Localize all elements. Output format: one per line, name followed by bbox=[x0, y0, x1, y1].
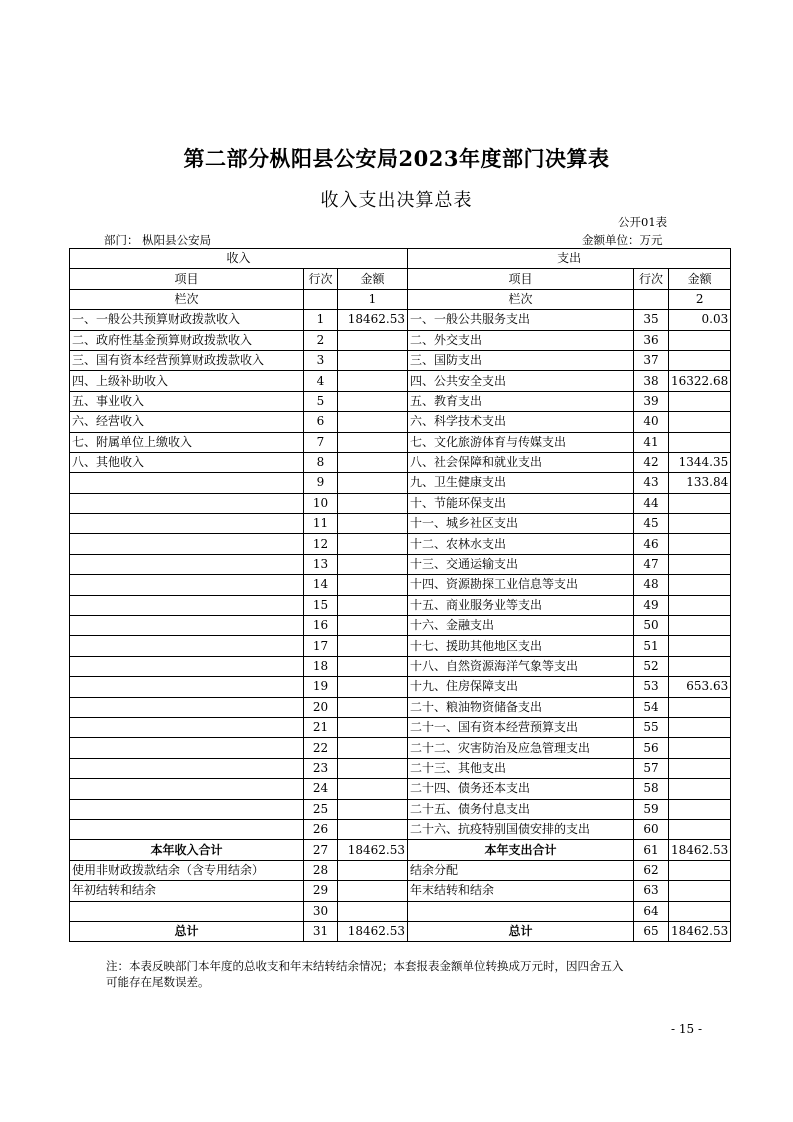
expense-line-cell: 48 bbox=[634, 575, 669, 595]
expense-line-cell: 45 bbox=[634, 514, 669, 534]
income-line-cell: 2 bbox=[304, 330, 338, 350]
table-row bbox=[70, 350, 731, 370]
income-amount-cell bbox=[338, 432, 408, 452]
income-item-cell: 五、事业收入 bbox=[70, 391, 304, 411]
income-item-header: 项目 bbox=[70, 269, 304, 289]
expense-amount-cell bbox=[669, 697, 731, 717]
expense-item-cell: 十一、城乡社区支出 bbox=[408, 514, 634, 534]
income-line-cell: 29 bbox=[304, 881, 338, 901]
income-item-cell bbox=[70, 514, 304, 534]
income-line-cell: 20 bbox=[304, 697, 338, 717]
expense-line-cell: 51 bbox=[634, 636, 669, 656]
expense-amount-cell bbox=[669, 616, 731, 636]
form-code: 公开01表 bbox=[618, 215, 668, 229]
expense-column-number: 2 bbox=[669, 289, 731, 309]
income-line-cell: 24 bbox=[304, 779, 338, 799]
expense-item-cell: 五、教育支出 bbox=[408, 391, 634, 411]
expense-item-header: 项目 bbox=[408, 269, 634, 289]
table-row bbox=[70, 860, 731, 880]
income-amount-cell bbox=[338, 819, 408, 839]
income-item-cell bbox=[70, 819, 304, 839]
income-amount-cell bbox=[338, 697, 408, 717]
expense-line-cell: 42 bbox=[634, 452, 669, 472]
expense-line-index bbox=[634, 289, 669, 309]
amount-unit-label: 金额单位：万元 bbox=[582, 233, 663, 247]
expense-amount-cell: 1344.35 bbox=[669, 452, 731, 472]
section-header-row bbox=[70, 249, 731, 269]
income-item-cell bbox=[70, 901, 304, 921]
table-row bbox=[70, 452, 731, 472]
expense-line-cell: 61 bbox=[634, 840, 669, 860]
income-line-cell: 11 bbox=[304, 514, 338, 534]
footnote-line-1: 注：本表反映部门本年度的总收支和年末结转结余情况；本套报表金额单位转换成万元时，因四舍五入 bbox=[106, 959, 624, 973]
department-label: 部门： 枞阳县公安局 bbox=[104, 233, 212, 247]
income-amount-cell bbox=[338, 330, 408, 350]
expense-amount-cell bbox=[669, 717, 731, 737]
table-total-row bbox=[70, 921, 731, 941]
expense-line-cell: 40 bbox=[634, 412, 669, 432]
income-line-cell: 25 bbox=[304, 799, 338, 819]
income-line-cell: 15 bbox=[304, 595, 338, 615]
expense-item-cell: 十、节能环保支出 bbox=[408, 493, 634, 513]
expense-line-cell: 59 bbox=[634, 799, 669, 819]
income-amount-cell bbox=[338, 799, 408, 819]
income-amount-cell bbox=[338, 758, 408, 778]
expense-line-cell: 60 bbox=[634, 819, 669, 839]
expense-line-cell: 35 bbox=[634, 310, 669, 330]
expense-item-cell: 总计 bbox=[408, 921, 634, 941]
expense-item-cell: 结余分配 bbox=[408, 860, 634, 880]
expense-item-cell: 二十四、债务还本支出 bbox=[408, 779, 634, 799]
income-item-cell: 七、附属单位上缴收入 bbox=[70, 432, 304, 452]
income-section-header: 收入 bbox=[70, 249, 408, 269]
expense-amount-cell bbox=[669, 432, 731, 452]
expense-line-cell: 64 bbox=[634, 901, 669, 921]
income-item-cell bbox=[70, 473, 304, 493]
income-item-cell bbox=[70, 493, 304, 513]
income-line-cell: 30 bbox=[304, 901, 338, 921]
income-line-cell: 14 bbox=[304, 575, 338, 595]
expense-column-label: 栏次 bbox=[408, 289, 634, 309]
income-line-cell: 19 bbox=[304, 677, 338, 697]
expense-line-cell: 63 bbox=[634, 881, 669, 901]
income-amount-cell bbox=[338, 595, 408, 615]
table-row bbox=[70, 575, 731, 595]
footnote-line-2: 可能存在尾数误差。 bbox=[106, 975, 210, 989]
table-row bbox=[70, 881, 731, 901]
income-item-cell: 八、其他收入 bbox=[70, 452, 304, 472]
expense-amount-cell: 16322.68 bbox=[669, 371, 731, 391]
expense-item-cell: 十九、住房保障支出 bbox=[408, 677, 634, 697]
expense-item-cell: 二十六、抗疫特别国债安排的支出 bbox=[408, 819, 634, 839]
expense-item-cell: 十四、资源勘探工业信息等支出 bbox=[408, 575, 634, 595]
expense-amount-cell bbox=[669, 738, 731, 758]
income-amount-cell bbox=[338, 493, 408, 513]
income-amount-cell bbox=[338, 738, 408, 758]
table-row bbox=[70, 391, 731, 411]
expense-item-cell: 十六、金融支出 bbox=[408, 616, 634, 636]
expense-item-cell: 十三、交通运输支出 bbox=[408, 554, 634, 574]
expense-item-cell: 十五、商业服务业等支出 bbox=[408, 595, 634, 615]
table-row bbox=[70, 697, 731, 717]
income-amount-cell: 18462.53 bbox=[338, 921, 408, 941]
expense-amount-cell bbox=[669, 412, 731, 432]
expense-amount-cell bbox=[669, 799, 731, 819]
income-item-cell bbox=[70, 656, 304, 676]
expense-amount-cell: 133.84 bbox=[669, 473, 731, 493]
income-line-cell: 16 bbox=[304, 616, 338, 636]
table-row bbox=[70, 514, 731, 534]
income-amount-cell bbox=[338, 881, 408, 901]
expense-item-cell: 二十五、债务付息支出 bbox=[408, 799, 634, 819]
expense-amount-header: 金额 bbox=[669, 269, 731, 289]
table-row bbox=[70, 779, 731, 799]
income-item-cell: 年初结转和结余 bbox=[70, 881, 304, 901]
expense-line-cell: 65 bbox=[634, 921, 669, 941]
income-line-cell: 21 bbox=[304, 717, 338, 737]
income-item-cell: 六、经营收入 bbox=[70, 412, 304, 432]
expense-line-cell: 56 bbox=[634, 738, 669, 758]
expense-item-cell: 三、国防支出 bbox=[408, 350, 634, 370]
income-line-index bbox=[304, 289, 338, 309]
income-line-cell: 12 bbox=[304, 534, 338, 554]
income-line-cell: 5 bbox=[304, 391, 338, 411]
table-row bbox=[70, 534, 731, 554]
expense-amount-cell bbox=[669, 779, 731, 799]
table-row bbox=[70, 616, 731, 636]
expense-amount-cell bbox=[669, 350, 731, 370]
income-item-cell bbox=[70, 636, 304, 656]
table-row bbox=[70, 473, 731, 493]
expense-amount-cell bbox=[669, 391, 731, 411]
expense-item-cell: 八、社会保障和就业支出 bbox=[408, 452, 634, 472]
income-amount-cell bbox=[338, 677, 408, 697]
expense-item-cell: 六、科学技术支出 bbox=[408, 412, 634, 432]
income-item-cell bbox=[70, 575, 304, 595]
expense-item-cell: 二、外交支出 bbox=[408, 330, 634, 350]
income-line-cell: 18 bbox=[304, 656, 338, 676]
income-item-cell bbox=[70, 799, 304, 819]
income-amount-cell bbox=[338, 473, 408, 493]
income-amount-cell bbox=[338, 575, 408, 595]
income-item-cell bbox=[70, 738, 304, 758]
income-amount-cell bbox=[338, 514, 408, 534]
table-row bbox=[70, 412, 731, 432]
income-amount-cell bbox=[338, 350, 408, 370]
income-amount-cell bbox=[338, 554, 408, 574]
income-line-cell: 3 bbox=[304, 350, 338, 370]
income-item-cell bbox=[70, 595, 304, 615]
income-item-cell: 使用非财政拨款结余（含专用结余） bbox=[70, 860, 304, 880]
table-row bbox=[70, 371, 731, 391]
table-row bbox=[70, 901, 731, 921]
income-amount-cell: 18462.53 bbox=[338, 840, 408, 860]
income-line-cell: 22 bbox=[304, 738, 338, 758]
expense-line-cell: 52 bbox=[634, 656, 669, 676]
income-item-cell: 四、上级补助收入 bbox=[70, 371, 304, 391]
income-line-header: 行次 bbox=[304, 269, 338, 289]
expense-line-cell: 39 bbox=[634, 391, 669, 411]
expense-amount-cell: 18462.53 bbox=[669, 921, 731, 941]
expense-item-cell: 二十二、灾害防治及应急管理支出 bbox=[408, 738, 634, 758]
expense-section-header: 支出 bbox=[408, 249, 731, 269]
table-row bbox=[70, 636, 731, 656]
income-amount-cell bbox=[338, 616, 408, 636]
page-number: - 15 - bbox=[671, 1022, 703, 1036]
expense-amount-cell bbox=[669, 860, 731, 880]
expense-amount-cell bbox=[669, 554, 731, 574]
expense-line-cell: 37 bbox=[634, 350, 669, 370]
expense-item-cell: 十二、农林水支出 bbox=[408, 534, 634, 554]
report-title: 第二部分枞阳县公安局2023年度部门决算表 bbox=[183, 146, 610, 171]
income-amount-cell bbox=[338, 371, 408, 391]
table-row bbox=[70, 310, 731, 330]
expense-item-cell: 十八、自然资源海洋气象等支出 bbox=[408, 656, 634, 676]
expense-amount-cell bbox=[669, 819, 731, 839]
income-item-cell bbox=[70, 758, 304, 778]
table-row bbox=[70, 799, 731, 819]
expense-line-cell: 62 bbox=[634, 860, 669, 880]
table-row bbox=[70, 493, 731, 513]
expense-amount-cell bbox=[669, 656, 731, 676]
expense-line-cell: 55 bbox=[634, 717, 669, 737]
income-line-cell: 1 bbox=[304, 310, 338, 330]
expense-item-cell: 二十三、其他支出 bbox=[408, 758, 634, 778]
expense-line-cell: 54 bbox=[634, 697, 669, 717]
income-amount-cell bbox=[338, 636, 408, 656]
expense-item-cell: 九、卫生健康支出 bbox=[408, 473, 634, 493]
income-amount-cell bbox=[338, 860, 408, 880]
expense-amount-cell bbox=[669, 881, 731, 901]
expense-amount-cell bbox=[669, 758, 731, 778]
table-row bbox=[70, 595, 731, 615]
income-line-cell: 26 bbox=[304, 819, 338, 839]
table-row bbox=[70, 656, 731, 676]
expense-item-cell: 年末结转和结余 bbox=[408, 881, 634, 901]
expense-line-cell: 41 bbox=[634, 432, 669, 452]
income-expense-table bbox=[69, 248, 731, 942]
expense-amount-cell bbox=[669, 595, 731, 615]
expense-line-cell: 53 bbox=[634, 677, 669, 697]
expense-amount-cell bbox=[669, 534, 731, 554]
expense-line-cell: 46 bbox=[634, 534, 669, 554]
income-item-cell bbox=[70, 697, 304, 717]
table-row bbox=[70, 738, 731, 758]
income-line-cell: 31 bbox=[304, 921, 338, 941]
expense-item-cell: 四、公共安全支出 bbox=[408, 371, 634, 391]
expense-item-cell: 一、一般公共服务支出 bbox=[408, 310, 634, 330]
income-amount-cell bbox=[338, 901, 408, 921]
expense-item-cell: 二十、粮油物资储备支出 bbox=[408, 697, 634, 717]
expense-line-cell: 44 bbox=[634, 493, 669, 513]
expense-line-cell: 38 bbox=[634, 371, 669, 391]
income-item-cell: 总计 bbox=[70, 921, 304, 941]
income-amount-cell bbox=[338, 534, 408, 554]
expense-line-cell: 36 bbox=[634, 330, 669, 350]
income-amount-cell: 18462.53 bbox=[338, 310, 408, 330]
income-line-cell: 17 bbox=[304, 636, 338, 656]
expense-amount-cell bbox=[669, 493, 731, 513]
expense-line-header: 行次 bbox=[634, 269, 669, 289]
expense-amount-cell bbox=[669, 575, 731, 595]
income-line-cell: 9 bbox=[304, 473, 338, 493]
table-row bbox=[70, 432, 731, 452]
expense-item-cell: 二十一、国有资本经营预算支出 bbox=[408, 717, 634, 737]
table-row bbox=[70, 330, 731, 350]
expense-line-cell: 57 bbox=[634, 758, 669, 778]
income-item-cell: 二、政府性基金预算财政拨款收入 bbox=[70, 330, 304, 350]
report-subtitle: 收入支出决算总表 bbox=[320, 190, 473, 211]
income-amount-header: 金额 bbox=[338, 269, 408, 289]
expense-item-cell: 本年支出合计 bbox=[408, 840, 634, 860]
expense-line-cell: 50 bbox=[634, 616, 669, 636]
income-amount-cell bbox=[338, 717, 408, 737]
table-row bbox=[70, 554, 731, 574]
income-line-cell: 10 bbox=[304, 493, 338, 513]
expense-item-cell bbox=[408, 901, 634, 921]
income-line-cell: 6 bbox=[304, 412, 338, 432]
income-item-cell: 本年收入合计 bbox=[70, 840, 304, 860]
income-item-cell bbox=[70, 677, 304, 697]
expense-amount-cell bbox=[669, 514, 731, 534]
income-amount-cell bbox=[338, 779, 408, 799]
income-amount-cell bbox=[338, 656, 408, 676]
income-line-cell: 28 bbox=[304, 860, 338, 880]
expense-amount-cell bbox=[669, 330, 731, 350]
table-row bbox=[70, 819, 731, 839]
income-item-cell bbox=[70, 779, 304, 799]
expense-amount-cell bbox=[669, 636, 731, 656]
table-row bbox=[70, 717, 731, 737]
income-line-cell: 8 bbox=[304, 452, 338, 472]
income-item-cell: 三、国有资本经营预算财政拨款收入 bbox=[70, 350, 304, 370]
expense-item-cell: 七、文化旅游体育与传媒支出 bbox=[408, 432, 634, 452]
income-line-cell: 4 bbox=[304, 371, 338, 391]
income-amount-cell bbox=[338, 412, 408, 432]
income-amount-cell bbox=[338, 452, 408, 472]
expense-line-cell: 47 bbox=[634, 554, 669, 574]
column-index-row bbox=[70, 289, 731, 309]
expense-line-cell: 43 bbox=[634, 473, 669, 493]
expense-amount-cell: 0.03 bbox=[669, 310, 731, 330]
income-column-number: 1 bbox=[338, 289, 408, 309]
income-item-cell bbox=[70, 616, 304, 636]
expense-amount-cell: 653.63 bbox=[669, 677, 731, 697]
income-item-cell bbox=[70, 534, 304, 554]
income-line-cell: 13 bbox=[304, 554, 338, 574]
income-line-cell: 27 bbox=[304, 840, 338, 860]
expense-line-cell: 58 bbox=[634, 779, 669, 799]
income-line-cell: 7 bbox=[304, 432, 338, 452]
expense-line-cell: 49 bbox=[634, 595, 669, 615]
expense-amount-cell bbox=[669, 901, 731, 921]
expense-amount-cell: 18462.53 bbox=[669, 840, 731, 860]
table-total-row bbox=[70, 840, 731, 860]
income-column-label: 栏次 bbox=[70, 289, 304, 309]
column-header-row bbox=[70, 269, 731, 289]
income-amount-cell bbox=[338, 391, 408, 411]
table-row bbox=[70, 677, 731, 697]
income-item-cell bbox=[70, 554, 304, 574]
income-line-cell: 23 bbox=[304, 758, 338, 778]
income-item-cell: 一、一般公共预算财政拨款收入 bbox=[70, 310, 304, 330]
expense-item-cell: 十七、援助其他地区支出 bbox=[408, 636, 634, 656]
income-item-cell bbox=[70, 717, 304, 737]
table-row bbox=[70, 758, 731, 778]
